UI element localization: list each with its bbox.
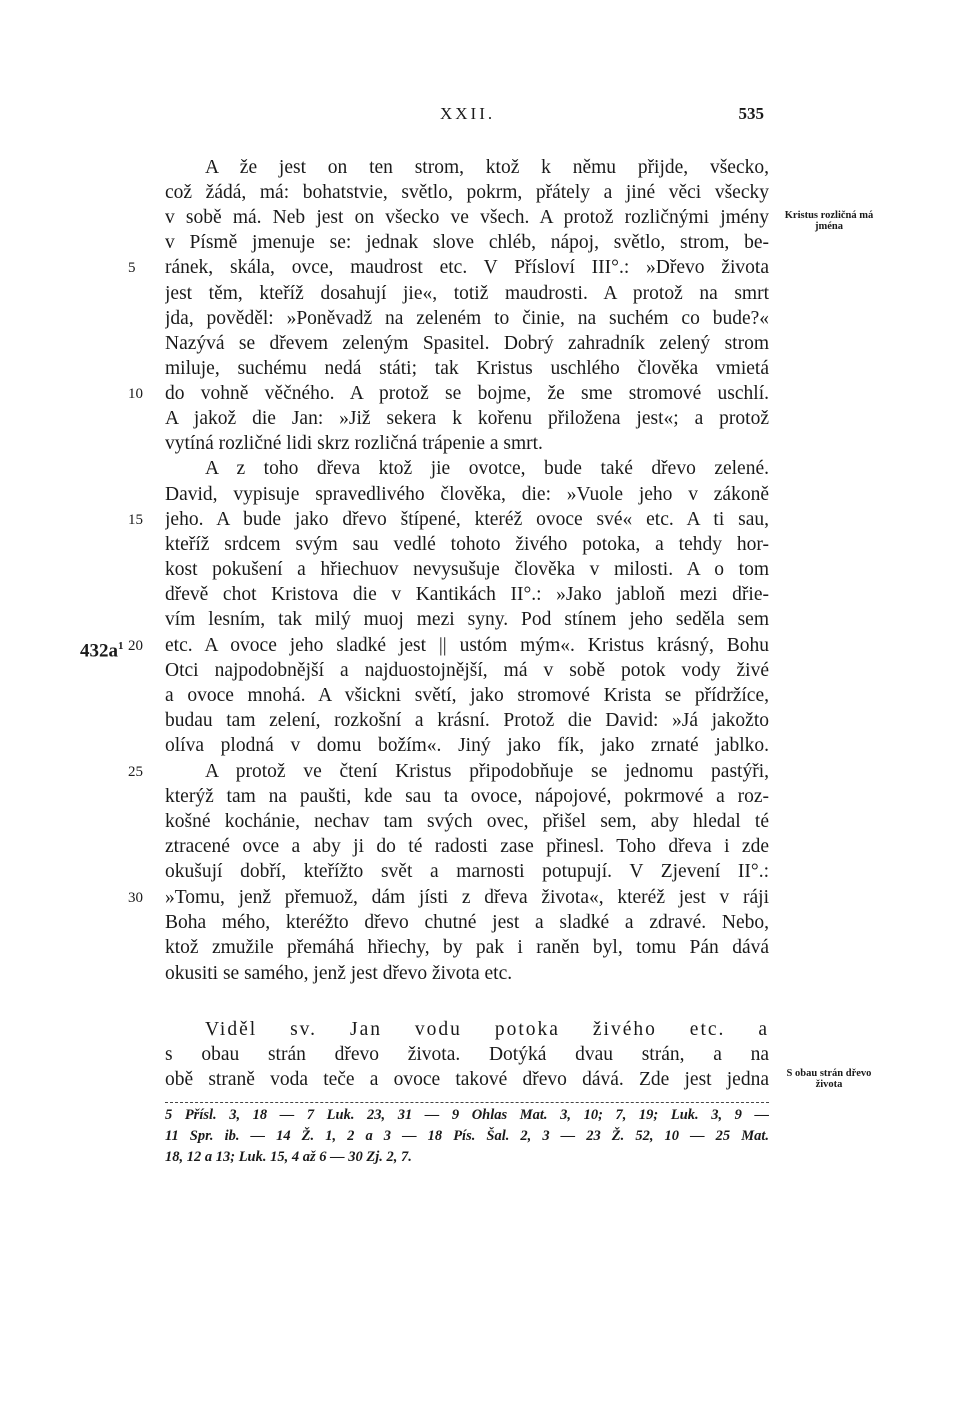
margin-note: S obau strán dřevo života (786, 1068, 872, 1090)
text-line: v sobě má. Neb jest on všecko ve všech. A protož rozličnými jmény (165, 207, 769, 228)
line-number: 30 (128, 890, 143, 906)
line-number: 20 (128, 638, 143, 654)
folio-text: 432a (80, 640, 118, 662)
footnote-line: 11 Spr. ib. — 14 Ž. 1, 2 a 3 — 18 Pís. Šal. 2, 3 — 23 Ž. 52, 10 — 25 Mat. (165, 1128, 769, 1144)
line-number: 25 (128, 764, 143, 780)
line-number: 5 (128, 260, 136, 276)
text-line: jda, pověděl: »Poněvadž na zeleném to činie, na suchém co bude?« (165, 308, 769, 329)
text-line: etc. A ovoce jeho sladké jest || ustóm mým«. Kristus krásný, Bohu (165, 635, 769, 656)
text-line: Otci najpodobnější a najduostojnější, má v sobě potok vody živé (165, 660, 769, 681)
text-line: okusiti se samého, jenž jest dřevo života etc. (165, 963, 513, 984)
text-line: v Písmě jmenuje se: jednak slove chléb, nápoj, světlo, strom, be- (165, 232, 769, 253)
section-lemma-line: Viděl sv. Jan vodu potoka živého etc. a (205, 1019, 769, 1040)
text-line: jest těm, kteříž dosahují jie«, totiž maudrosti. A protož na smrt (165, 283, 769, 304)
folio-reference (80, 634, 124, 663)
text-line: A protož ve čtení Kristus připodobňuje se jednomu pastýři, (205, 761, 769, 782)
text-line: A jakož die Jan: »Již sekera k kořenu přiložena jest«; a protož (165, 408, 769, 429)
text-line: což žádá, má: bohatstvie, světlo, pokrm, přátely a jiné věci všecky (165, 182, 769, 203)
text-line: obě straně voda teče a ovoce takové dřevo dává. Zde jest jedna (165, 1069, 769, 1090)
text-line: jeho. A bude jako dřevo štípené, kteréž ovoce své« etc. A ti sau, (165, 509, 769, 530)
text-line: a ovoce mnohá. A všickni světí, jako stromové Krista se přídržíce, (165, 685, 769, 706)
footnote-line: 18, 12 a 13; Luk. 15, 4 až 6 — 30 Zj. 2, 7. (165, 1149, 412, 1165)
page-number: 535 (738, 104, 764, 123)
text-line: ztracené ovce a aby ji do té radosti zase přinesl. Toho dřeva i zde (165, 836, 769, 857)
text-line: kost pokušení a hřiechuov nevysušuje člověka v milosti. A o tom (165, 559, 769, 580)
chapter-heading: XXII. (440, 104, 496, 123)
footnote-line: 5 Přísl. 3, 18 — 7 Luk. 23, 31 — 9 Ohlas Mat. 3, 10; 7, 19; Luk. 3, 9 — (165, 1107, 769, 1123)
text-line: ránek, skála, ovce, maudrost etc. V Přísloví III°.: »Dřevo života (165, 257, 769, 278)
text-line: ktož zmužile přemáhá hřiechy, by pak i raněn byl, tomu Pán dává (165, 937, 769, 958)
folio-superscript: 1 (118, 640, 124, 652)
text-line: miluje, suchému nedá státi; tak Kristus uschlého člověka vmietá (165, 358, 769, 379)
text-line: vytíná rozličné lidi skrz rozličná trápenie a smrt. (165, 433, 543, 454)
text-line: vím lesním, tak milý muoj mezi syny. Pod stínem jeho seděla sem (165, 609, 769, 630)
text-line: kteříž srdcem svým sau vedlé tohoto živého potoka, a tehdy hor- (165, 534, 769, 555)
text-line: do vohně věčného. A protož se bojme, že sme stromové uschlí. (165, 383, 769, 404)
text-line: dřevě chot Kristova die v Kantikách II°.: »Jako jabloň mezi dřie- (165, 584, 769, 605)
text-line: David, vypisuje spravedlivého člověka, die: »Vuole jeho v zákoně (165, 484, 769, 505)
text-line: Nazývá se dřevem zeleným Spasitel. Dobrý zahradník zelený strom (165, 333, 769, 354)
text-line: olíva plodná v domu božím«. Jiný jako fík, jako zrnaté jablko. (165, 735, 769, 756)
line-number: 15 (128, 512, 143, 528)
text-line: A z toho dřeva ktož jie ovotce, bude také dřevo zelené. (205, 458, 769, 479)
text-line: Boha mého, kteréžto dřevo chutné jest a sladké a zdravé. Nebo, (165, 912, 769, 933)
text-line: A že jest on ten strom, ktož k němu přijde, všecko, (205, 157, 769, 178)
text-line: budau tam zelení, rozkošní a krásní. Protož die David: »Já jakožto (165, 710, 769, 731)
text-line: okušují dobří, kteřížto svět a marnosti potupují. V Zjevení II°.: (165, 861, 769, 882)
text-line: košné kochánie, nechav tam svých ovec, přišel sem, aby hledal té (165, 811, 769, 832)
text-line: »Tomu, jenž přemuož, dám jísti z dřeva života«, kteréž jest v ráji (165, 887, 769, 908)
text-line: kterýž tam na paušti, kde sau ta ovoce, nápojové, pokrmové a roz- (165, 786, 769, 807)
footnote-divider (165, 1102, 769, 1103)
line-number: 10 (128, 386, 143, 402)
text-line: s obau strán dřevo života. Dotýká dvau strán, a na (165, 1044, 769, 1065)
margin-note: Kristus rozličná má jména (784, 210, 874, 232)
